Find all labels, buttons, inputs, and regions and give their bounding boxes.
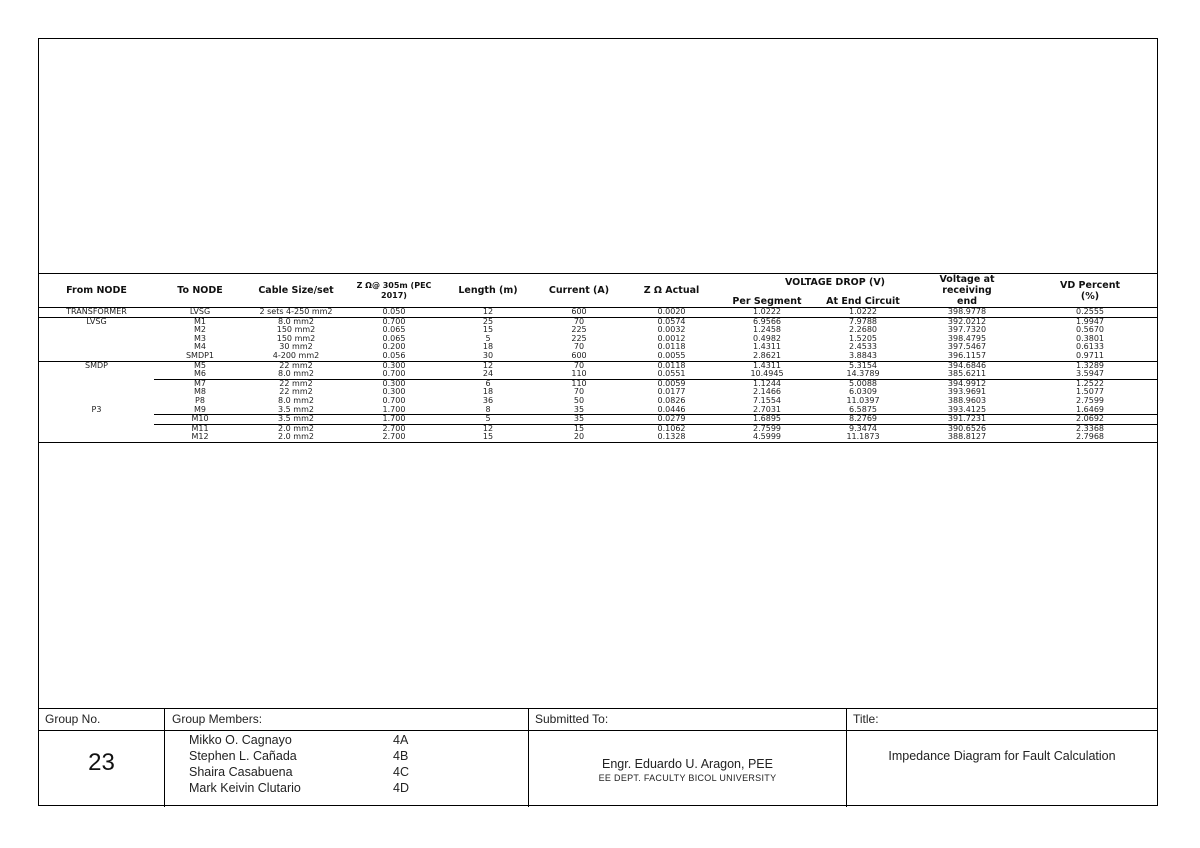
cell-z-actual: 0.0446 (657, 404, 686, 414)
cell-voltage-receiving: 397.5467 (947, 342, 987, 352)
cell-voltage-receiving: 393.9691 (947, 387, 987, 397)
cell-length: 6 (442, 379, 534, 388)
cell-voltage-receiving: 385.6211 (947, 369, 987, 379)
cell-voltage-receiving: 397.7320 (947, 325, 987, 335)
title-block (39, 708, 1157, 807)
cell-cable-size: 8.0 mm2 (246, 317, 346, 326)
cell-z-actual: 0.1062 (624, 424, 719, 433)
cell-current: 225 (571, 333, 587, 343)
cell-at-end-circuit: 6.0309 (849, 387, 877, 397)
cell-z-305m: 0.200 (382, 342, 406, 352)
header-per-segment: Per Segment (732, 296, 802, 307)
cell-per-segment: 1.4311 (753, 342, 781, 352)
cell-current: 70 (534, 317, 624, 326)
cell-at-end-circuit: 3.8843 (849, 350, 877, 360)
cell-current: 35 (534, 415, 624, 425)
header-voltage-receiving: Voltage at receiving end (939, 274, 995, 307)
cell-vd-percent: 0.6133 (1076, 342, 1105, 352)
cell-voltage-receiving: 394.6846 (911, 361, 1023, 370)
cell-current: 600 (571, 350, 587, 360)
member-name: Mikko O. Cagnayo (189, 733, 292, 747)
cell-cable-size: 2.0 mm2 (246, 424, 346, 433)
cell-to-node: M5 (154, 361, 246, 370)
cell-length: 12 (442, 308, 534, 318)
cell-length: 18 (482, 342, 494, 352)
cell-current: 110 (571, 369, 587, 379)
cell-z-actual: 0.0118 (657, 342, 686, 352)
cell-length: 5 (442, 415, 534, 425)
cell-length: 18 (482, 387, 494, 397)
cell-to-node: M6 (194, 369, 206, 379)
cell-voltage-receiving: 398.4795 (947, 333, 987, 343)
cell-cable-size: 150 mm2 (276, 333, 316, 343)
cell-to-node: M12 (154, 433, 246, 442)
member-code: 4D (393, 781, 409, 795)
cell-vd-percent: 1.2522 (1023, 379, 1157, 388)
member-code: 4B (393, 749, 409, 763)
cell-per-segment: 6.9566 (719, 317, 815, 326)
cell-cable-size: 22 mm2 (246, 361, 346, 370)
cell-z-305m: 0.065 (382, 333, 406, 343)
table-row (39, 433, 1157, 442)
cell-z-305m: 2.700 (346, 424, 442, 433)
cell-vd-percent: 0.3801 (1076, 333, 1105, 343)
cell-z-actual: 0.0118 (624, 361, 719, 370)
group-number: 23 (88, 749, 115, 776)
cell-per-segment: 2.8621 (753, 350, 781, 360)
cell-vd-percent: 3.5947 (1076, 369, 1105, 379)
cell-at-end-circuit: 5.0088 (815, 379, 911, 388)
cell-length: 12 (442, 361, 534, 370)
cell-at-end-circuit: 11.1873 (815, 433, 911, 442)
cell-at-end-circuit: 1.0222 (815, 308, 911, 318)
cell-per-segment: 1.0222 (719, 308, 815, 318)
cell-per-segment: 1.2458 (753, 325, 781, 335)
table-row (39, 308, 1157, 318)
cell-at-end-circuit: 14.3789 (846, 369, 880, 379)
cell-per-segment: 7.1554 (753, 395, 781, 405)
cell-to-node: M2 (194, 325, 206, 335)
header-from-node: From NODE (66, 285, 127, 296)
cell-z-actual: 0.0826 (657, 395, 686, 405)
cell-z-actual: 0.0551 (657, 369, 686, 379)
cell-from-node (39, 433, 154, 442)
cell-per-segment: 1.6895 (719, 415, 815, 425)
cell-current: 110 (534, 379, 624, 388)
cell-voltage-receiving: 388.8127 (911, 433, 1023, 442)
cell-from-node (39, 388, 154, 397)
cell-current: 20 (534, 433, 624, 442)
cell-at-end-circuit: 11.0397 (846, 395, 880, 405)
cell-vd-percent: 2.3368 (1023, 424, 1157, 433)
cell-at-end-circuit: 8.2769 (815, 415, 911, 425)
cell-to-node: M11 (154, 424, 246, 433)
cell-z-305m: 0.700 (346, 317, 442, 326)
cell-voltage-receiving: 393.4125 (947, 404, 987, 414)
cell-z-305m: 1.700 (346, 415, 442, 425)
cell-z-actual: 0.0177 (657, 387, 686, 397)
cell-to-node: M7 (154, 379, 246, 388)
cell-z-actual: 0.0055 (657, 350, 686, 360)
cell-z-305m: 0.300 (346, 379, 442, 388)
cell-voltage-receiving: 396.1157 (947, 350, 987, 360)
cell-to-node: M9 (194, 404, 206, 414)
member-name: Shaira Casabuena (189, 765, 293, 779)
cell-per-segment: 2.7031 (753, 404, 781, 414)
cell-length: 24 (482, 369, 494, 379)
cell-z-305m: 0.050 (346, 308, 442, 318)
cell-z-actual: 0.0279 (624, 415, 719, 425)
table-row (39, 361, 1157, 370)
cell-from-node (39, 415, 154, 425)
cell-from-node (39, 343, 154, 352)
cell-length: 15 (442, 433, 534, 442)
cell-to-node: M10 (154, 415, 246, 425)
cell-to-node: LVSG (154, 308, 246, 318)
cell-current: 70 (573, 342, 585, 352)
cell-length: 30 (482, 350, 494, 360)
cell-voltage-receiving: 391.7231 (911, 415, 1023, 425)
cell-cable-size: 2.0 mm2 (246, 433, 346, 442)
member-code: 4A (393, 733, 409, 747)
title-label: Title: (853, 712, 879, 726)
submitted-to-name: Engr. Eduardo U. Aragon, PEE (602, 757, 773, 771)
cell-cable-size: 22 mm2 (279, 387, 313, 397)
drawing-title: Impedance Diagram for Fault Calculation (888, 749, 1116, 763)
cell-vd-percent: 1.9947 (1023, 317, 1157, 326)
cell-length: 25 (442, 317, 534, 326)
cell-cable-size: 3.5 mm2 (278, 404, 314, 414)
cell-vd-percent: 2.7599 (1076, 395, 1105, 405)
cell-cable-size: 2 sets 4-250 mm2 (246, 308, 346, 318)
table-row (39, 352, 1157, 361)
cell-vd-percent: 1.6469 (1076, 404, 1105, 414)
cell-voltage-receiving: 388.9603 (947, 395, 987, 405)
cell-from-node: TRANSFORMER (39, 308, 154, 318)
cell-at-end-circuit: 7.9788 (815, 317, 911, 326)
table-row (39, 388, 1157, 397)
cell-length: 8 (485, 404, 491, 414)
cell-z-305m: 1.700 (382, 404, 406, 414)
cell-z-actual: 0.1328 (624, 433, 719, 442)
cell-current: 70 (573, 387, 585, 397)
cell-from-node: P3 (91, 404, 102, 414)
cell-per-segment: 1.4311 (719, 361, 815, 370)
cell-vd-percent: 0.5670 (1076, 325, 1105, 335)
submitted-to-label: Submitted To: (535, 712, 609, 726)
cell-length: 15 (482, 325, 494, 335)
group-members-label: Group Members: (172, 712, 263, 726)
cell-from-node (39, 379, 154, 388)
header-z-305m: Z Ω@ 305m (PEC 2017) (356, 280, 432, 300)
table-row (39, 326, 1157, 335)
cell-cable-size: 8.0 mm2 (278, 369, 314, 379)
cell-at-end-circuit: 2.4533 (849, 342, 877, 352)
cell-from-node (39, 370, 154, 379)
cell-cable-size: 3.5 mm2 (246, 415, 346, 425)
cell-voltage-receiving: 398.9778 (911, 308, 1023, 318)
cell-from-node (39, 335, 154, 344)
cell-current: 15 (534, 424, 624, 433)
drawing-sheet (38, 38, 1158, 806)
cell-z-305m: 0.300 (346, 361, 442, 370)
cell-per-segment: 0.4982 (753, 333, 781, 343)
cell-to-node: SMDP1 (185, 350, 215, 360)
member-name: Mark Keivin Clutario (189, 781, 301, 795)
cell-vd-percent: 1.3289 (1023, 361, 1157, 370)
table-row (39, 317, 1157, 326)
cell-cable-size: 22 mm2 (246, 379, 346, 388)
cell-to-node: P8 (195, 395, 205, 405)
cell-per-segment: 10.4945 (750, 369, 784, 379)
cell-voltage-receiving: 394.9912 (911, 379, 1023, 388)
submitted-to-dept: EE DEPT. FACULTY BICOL UNIVERSITY (598, 773, 777, 783)
header-voltage-drop: VOLTAGE DROP (V) (785, 276, 886, 288)
cell-z-actual: 0.0020 (624, 308, 719, 318)
cell-z-305m: 0.056 (382, 350, 406, 360)
header-z-actual: Z Ω Actual (643, 285, 700, 296)
cell-to-node: M1 (154, 317, 246, 326)
cell-cable-size: 150 mm2 (276, 325, 316, 335)
cell-current: 600 (534, 308, 624, 318)
cell-to-node: M4 (194, 342, 206, 352)
cell-to-node: M8 (194, 387, 206, 397)
cell-per-segment: 4.5999 (719, 433, 815, 442)
voltage-drop-table (39, 273, 1157, 443)
cell-z-305m: 0.700 (382, 369, 406, 379)
table-row (39, 415, 1157, 425)
cell-at-end-circuit: 6.5875 (849, 404, 877, 414)
cell-vd-percent: 2.0692 (1023, 415, 1157, 425)
cell-length: 5 (485, 333, 491, 343)
member-name: Stephen L. Cañada (189, 749, 297, 763)
cell-from-node (39, 352, 154, 361)
group-no-label: Group No. (45, 712, 101, 726)
header-cable-size: Cable Size/set (258, 285, 334, 296)
cell-per-segment: 2.7599 (719, 424, 815, 433)
table-row (39, 335, 1157, 344)
table-row (39, 379, 1157, 388)
member-code: 4C (393, 765, 409, 779)
cell-voltage-receiving: 392.0212 (911, 317, 1023, 326)
cell-length: 36 (482, 395, 494, 405)
cell-at-end-circuit: 1.5205 (849, 333, 877, 343)
header-vd-percent: VD Percent (%) (1060, 279, 1121, 302)
header-length: Length (m) (458, 285, 518, 296)
header-to-node: To NODE (177, 285, 223, 296)
cell-per-segment: 2.1466 (753, 387, 781, 397)
cell-z-actual: 0.0059 (624, 379, 719, 388)
header-at-end-circuit: At End Circuit (826, 296, 900, 307)
cell-at-end-circuit: 5.3154 (815, 361, 911, 370)
cell-z-305m: 2.700 (346, 433, 442, 442)
header-current: Current (A) (548, 285, 610, 296)
cell-current: 50 (573, 395, 585, 405)
cell-vd-percent: 1.5077 (1076, 387, 1105, 397)
cell-to-node: M3 (194, 333, 206, 343)
cell-from-node (39, 424, 154, 433)
cell-cable-size: 8.0 mm2 (278, 395, 314, 405)
cell-vd-percent: 0.2555 (1023, 308, 1157, 318)
table-row (39, 370, 1157, 379)
cell-at-end-circuit: 2.2680 (849, 325, 877, 335)
cell-voltage-receiving: 390.6526 (911, 424, 1023, 433)
cell-from-node: SMDP (39, 361, 154, 370)
cell-cable-size: 30 mm2 (279, 342, 313, 352)
cell-from-node: LVSG (39, 317, 154, 326)
cell-z-actual: 0.0032 (657, 325, 686, 335)
cell-z-actual: 0.0574 (624, 317, 719, 326)
cell-vd-percent: 0.9711 (1076, 350, 1105, 360)
cell-from-node (39, 326, 154, 335)
cell-per-segment: 1.1244 (719, 379, 815, 388)
cell-z-305m: 0.065 (382, 325, 406, 335)
cell-z-actual: 0.0012 (657, 333, 686, 343)
table-row (39, 397, 1157, 406)
cell-at-end-circuit: 9.3474 (815, 424, 911, 433)
cell-z-305m: 0.700 (382, 395, 406, 405)
cell-current: 225 (571, 325, 587, 335)
cell-current: 35 (573, 404, 585, 414)
cell-current: 70 (534, 361, 624, 370)
cell-length: 12 (442, 424, 534, 433)
cell-cable-size: 4-200 mm2 (272, 350, 320, 360)
cell-z-305m: 0.300 (382, 387, 406, 397)
cell-vd-percent: 2.7968 (1023, 433, 1157, 442)
